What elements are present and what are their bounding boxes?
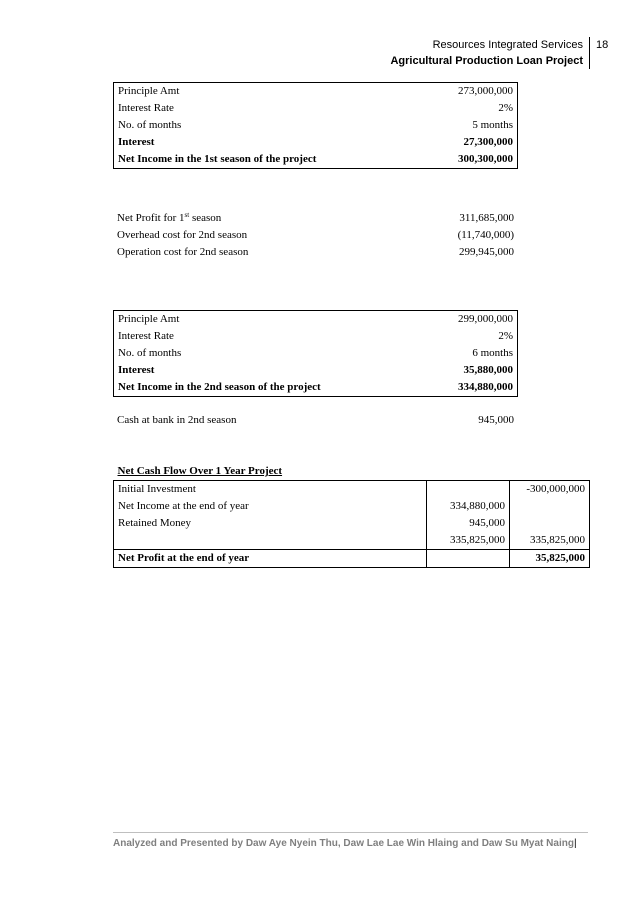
table-row bbox=[114, 379, 518, 397]
row-value: 2% bbox=[498, 102, 513, 114]
table-row bbox=[113, 244, 518, 261]
row-label: Principle Amt bbox=[118, 85, 180, 97]
table-row bbox=[114, 515, 590, 532]
header-org: Resources Integrated Services bbox=[432, 39, 583, 51]
season-costs-table bbox=[113, 210, 518, 261]
row-label: Net Income in the 2nd season of the project bbox=[118, 381, 321, 393]
row-value: 299,945,000 bbox=[459, 246, 514, 258]
row-label: Cash at bank in 2nd season bbox=[117, 414, 237, 426]
row-value-right: 335,825,000 bbox=[510, 532, 590, 550]
row-label: Interest Rate bbox=[118, 102, 174, 114]
row-label: Overhead cost for 2nd season bbox=[117, 229, 248, 241]
table-row bbox=[113, 210, 518, 227]
row-label: Principle Amt bbox=[118, 313, 180, 325]
row-value: 2% bbox=[498, 330, 513, 342]
table-row bbox=[114, 481, 590, 499]
net-profit-label-sup: st bbox=[184, 211, 190, 219]
row-value: 334,880,000 bbox=[458, 381, 513, 393]
row-value-left: 334,880,000 bbox=[427, 498, 510, 515]
footer-bar: | bbox=[573, 838, 577, 849]
row-value: 311,685,000 bbox=[459, 212, 514, 224]
table-row bbox=[114, 498, 590, 515]
table-row bbox=[114, 117, 518, 134]
row-label: Net Income at the end of year bbox=[114, 498, 427, 515]
row-label: Operation cost for 2nd season bbox=[117, 246, 249, 258]
row-label: Interest bbox=[118, 136, 155, 148]
row-value-right: -300,000,000 bbox=[510, 481, 590, 499]
page-number: 18 bbox=[596, 39, 609, 51]
page-footer bbox=[113, 838, 588, 849]
row-value: 300,300,000 bbox=[458, 153, 513, 165]
table-row bbox=[114, 83, 518, 101]
table-row bbox=[113, 227, 518, 244]
row-value-left: 335,825,000 bbox=[427, 532, 510, 550]
row-label: No. of months bbox=[118, 347, 182, 359]
table-row bbox=[114, 311, 518, 329]
table-row bbox=[114, 532, 590, 550]
row-value: 5 months bbox=[472, 119, 513, 131]
footer-text: Analyzed and Presented by Daw Aye Nyein Thu, Daw Lae Lae Win Hlaing and Daw Su Myat Naing bbox=[113, 838, 574, 849]
row-label: Retained Money bbox=[114, 515, 427, 532]
row-value: 35,880,000 bbox=[463, 364, 513, 376]
table-title-row bbox=[114, 463, 590, 481]
row-label: Interest bbox=[118, 364, 155, 376]
table-row bbox=[114, 328, 518, 345]
row-value: 27,300,000 bbox=[463, 136, 513, 148]
row-value-right: 35,825,000 bbox=[510, 550, 590, 568]
row-value-left: 945,000 bbox=[427, 515, 510, 532]
net-cash-flow-table bbox=[113, 463, 590, 568]
row-label bbox=[113, 210, 390, 227]
row-label bbox=[114, 532, 427, 550]
row-label: No. of months bbox=[118, 119, 182, 131]
footer-divider bbox=[113, 832, 588, 833]
row-value-right bbox=[510, 498, 590, 515]
row-label: Initial Investment bbox=[114, 481, 427, 499]
table-row bbox=[114, 362, 518, 379]
row-value: 6 months bbox=[472, 347, 513, 359]
row-value-left bbox=[427, 550, 510, 568]
table-row bbox=[114, 550, 590, 568]
net-profit-label-pre: Net Profit for 1 bbox=[117, 212, 185, 224]
row-label: Interest Rate bbox=[118, 330, 174, 342]
page-header bbox=[390, 37, 590, 69]
table-row bbox=[114, 100, 518, 117]
table-row bbox=[114, 151, 518, 169]
row-label: Net Profit at the end of year bbox=[114, 550, 427, 568]
header-project: Agricultural Production Loan Project bbox=[390, 55, 583, 67]
table-row bbox=[114, 345, 518, 362]
cash-flow-title: Net Cash Flow Over 1 Year Project bbox=[117, 465, 283, 477]
season2-table bbox=[113, 310, 518, 397]
row-value: 273,000,000 bbox=[458, 85, 513, 97]
row-value-left bbox=[427, 481, 510, 499]
row-value: 299,000,000 bbox=[458, 313, 513, 325]
table-row bbox=[113, 412, 518, 429]
cash-at-bank-table bbox=[113, 412, 518, 429]
row-value-right bbox=[510, 515, 590, 532]
row-value: 945,000 bbox=[478, 414, 514, 426]
table-row bbox=[114, 134, 518, 151]
net-profit-label-post: season bbox=[189, 212, 222, 224]
row-label: Net Income in the 1st season of the project bbox=[118, 153, 317, 165]
season1-table bbox=[113, 82, 518, 169]
row-value: (11,740,000) bbox=[457, 229, 514, 241]
